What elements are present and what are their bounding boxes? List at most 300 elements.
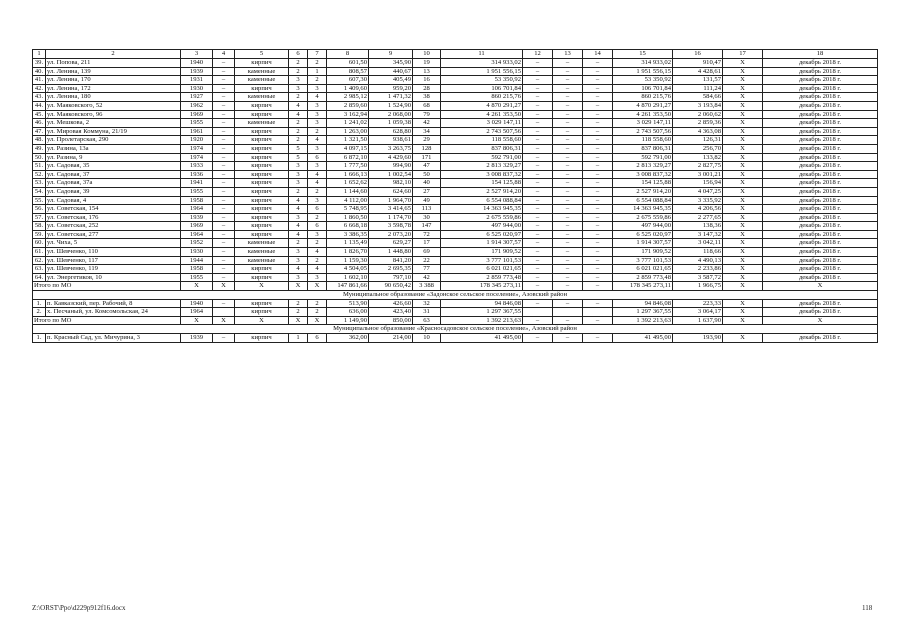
table-cell: 3 029 147,11	[613, 119, 673, 128]
table-cell: п. Красный Сад, ул. Мичурина, 3	[46, 334, 181, 343]
table-cell: 3 386,35	[327, 230, 369, 239]
table-row	[33, 308, 878, 317]
table-cell: 3 777 101,53	[441, 256, 523, 265]
table-cell: 1931	[181, 76, 213, 85]
table-cell: каменные	[235, 67, 289, 76]
table-cell: Х	[723, 222, 763, 231]
table-cell: 2 859,60	[327, 101, 369, 110]
table-cell: –	[523, 76, 553, 85]
table-cell: 1969	[181, 222, 213, 231]
table-cell: декабрь 2018 г.	[763, 144, 878, 153]
table-row	[33, 101, 878, 110]
table-cell: 10	[413, 334, 441, 343]
table-cell: –	[213, 153, 235, 162]
table-cell: Х	[235, 282, 289, 291]
table-cell: 1 602,10	[327, 273, 369, 282]
table-cell: 2	[289, 59, 308, 68]
table-cell: 2 827,75	[673, 162, 723, 171]
table-cell: 636,00	[327, 308, 369, 317]
table-cell: 1939	[181, 334, 213, 343]
table-cell: ул. Шевченко, 119	[46, 265, 181, 274]
table-cell: ул. Садовая, 4	[46, 196, 181, 205]
table-cell: 1 914 307,57	[441, 239, 523, 248]
table-cell: –	[523, 334, 553, 343]
table-cell: 2	[289, 308, 308, 317]
table-cell: 1964	[181, 308, 213, 317]
column-number-cell: 1	[33, 50, 46, 59]
table-cell: 3 008 837,32	[613, 170, 673, 179]
table-cell: 4	[308, 170, 327, 179]
table-cell: –	[523, 127, 553, 136]
total-label: Итого по МО	[33, 316, 181, 325]
table-cell: –	[553, 334, 583, 343]
table-cell: 959,20	[369, 84, 413, 93]
table-cell: 2 743 507,56	[441, 127, 523, 136]
table-cell: 3	[289, 248, 308, 257]
table-cell: ул. Попова, 211	[46, 59, 181, 68]
table-cell: 2 527 914,20	[613, 187, 673, 196]
table-cell: 193,90	[673, 334, 723, 343]
table-cell: 4	[289, 222, 308, 231]
table-cell: 2 985,12	[327, 93, 369, 102]
table-cell: 48.	[33, 136, 46, 145]
table-cell: 4 261 353,50	[441, 110, 523, 119]
table-cell: 72	[413, 230, 441, 239]
table-cell: 1940	[181, 299, 213, 308]
column-number-cell: 17	[723, 50, 763, 59]
table-cell: –	[523, 187, 553, 196]
table-cell	[523, 308, 553, 317]
table-cell: 1 392 213,63	[441, 316, 523, 325]
column-number-cell: 13	[553, 50, 583, 59]
table-cell: ул. Ленина, 172	[46, 84, 181, 93]
table-cell: 126,31	[673, 136, 723, 145]
table-cell: 2	[308, 299, 327, 308]
table-cell: –	[213, 273, 235, 282]
table-cell: ул. Советская, 277	[46, 230, 181, 239]
table-cell: декабрь 2018 г.	[763, 196, 878, 205]
table-cell: –	[583, 93, 613, 102]
table-cell: 1 652,62	[327, 179, 369, 188]
table-cell: кирпич	[235, 101, 289, 110]
table-cell: 4 870 291,27	[441, 101, 523, 110]
table-cell: Х	[723, 101, 763, 110]
table-cell: 1974	[181, 153, 213, 162]
table-cell: Х	[763, 282, 878, 291]
column-number-cell: 15	[613, 50, 673, 59]
section-header-row	[33, 291, 878, 300]
column-number-cell: 8	[327, 50, 369, 59]
table-cell: 1958	[181, 196, 213, 205]
table-cell: кирпич	[235, 179, 289, 188]
table-cell: 1 524,90	[369, 101, 413, 110]
table-cell: 111,24	[673, 84, 723, 93]
table-cell: 90 650,42	[369, 282, 413, 291]
table-cell: 3 777 101,53	[613, 256, 673, 265]
table-cell: 6 872,10	[327, 153, 369, 162]
table-cell: Х	[723, 84, 763, 93]
table-cell: 4	[289, 110, 308, 119]
table-cell: –	[213, 59, 235, 68]
table-cell: ул. Садовая, 39	[46, 187, 181, 196]
table-cell: –	[523, 282, 553, 291]
table-cell: 17	[413, 239, 441, 248]
table-cell: –	[553, 76, 583, 85]
table-cell: 2	[308, 213, 327, 222]
table-cell: 1961	[181, 127, 213, 136]
table-cell: 63	[413, 316, 441, 325]
table-cell: 1 135,49	[327, 239, 369, 248]
table-cell: 440,67	[369, 67, 413, 76]
table-cell: 1 966,75	[673, 282, 723, 291]
table-cell: –	[553, 187, 583, 196]
table-cell: 214,00	[369, 334, 413, 343]
table-cell: 63.	[33, 265, 46, 274]
table-cell: кирпич	[235, 144, 289, 153]
table-row	[33, 205, 878, 214]
table-cell: ул. Ленина, 180	[46, 93, 181, 102]
table-cell: –	[213, 265, 235, 274]
table-cell: 6 554 088,84	[613, 196, 673, 205]
table-cell: 601,50	[327, 59, 369, 68]
table-cell: Х	[308, 316, 327, 325]
table-cell: 79	[413, 110, 441, 119]
table-cell: Х	[723, 179, 763, 188]
table-cell: 850,00	[369, 316, 413, 325]
table-cell: 128	[413, 144, 441, 153]
table-cell: –	[553, 230, 583, 239]
table-cell: ул. Ленина, 170	[46, 76, 181, 85]
table-cell: –	[553, 196, 583, 205]
table-cell: Х	[723, 67, 763, 76]
total-row	[33, 316, 878, 325]
table-cell: кирпич	[235, 230, 289, 239]
table-cell: 2 675 559,86	[441, 213, 523, 222]
table-cell: 1969	[181, 110, 213, 119]
table-cell: 837 806,31	[441, 144, 523, 153]
table-cell: 1 241,02	[327, 119, 369, 128]
table-cell: 4 261 353,50	[613, 110, 673, 119]
table-cell: Х	[723, 316, 763, 325]
table-cell: декабрь 2018 г.	[763, 179, 878, 188]
table-cell: 6 525 020,97	[441, 230, 523, 239]
table-cell: Х	[723, 239, 763, 248]
table-cell: 2	[289, 119, 308, 128]
column-number-cell: 10	[413, 50, 441, 59]
table-cell: 1955	[181, 119, 213, 128]
table-cell: –	[553, 222, 583, 231]
table-cell: 3 263,75	[369, 144, 413, 153]
section-title: Муниципальное образование «Задонское сельское поселение», Азовский район	[33, 291, 878, 300]
table-cell: –	[583, 239, 613, 248]
table-cell: 4	[308, 93, 327, 102]
table-cell: ул. Мешкова, 2	[46, 119, 181, 128]
table-cell: 497 944,00	[613, 222, 673, 231]
table-cell: –	[213, 144, 235, 153]
table-cell: –	[583, 127, 613, 136]
table-cell: 154 125,88	[441, 179, 523, 188]
table-cell: ул. Ленина, 139	[46, 67, 181, 76]
table-cell: каменные	[235, 76, 289, 85]
table-cell: 1952	[181, 239, 213, 248]
table-cell: кирпич	[235, 205, 289, 214]
table-cell: –	[583, 213, 613, 222]
table-cell: ул. Советская, 252	[46, 222, 181, 231]
table-cell: 1940	[181, 59, 213, 68]
table-cell: 171	[413, 153, 441, 162]
table-cell: декабрь 2018 г.	[763, 230, 878, 239]
table-cell: –	[523, 67, 553, 76]
table-cell: 2 060,62	[673, 110, 723, 119]
table-cell: 1 159,30	[327, 256, 369, 265]
column-number-cell: 6	[289, 50, 308, 59]
table-cell: 497 944,00	[441, 222, 523, 231]
table-cell: –	[553, 256, 583, 265]
table-cell: 3	[289, 273, 308, 282]
table-cell: 3 335,92	[673, 196, 723, 205]
table-cell: –	[583, 110, 613, 119]
table-cell: 28	[413, 84, 441, 93]
table-cell: 982,10	[369, 179, 413, 188]
table-cell: –	[583, 265, 613, 274]
table-row	[33, 153, 878, 162]
table-cell: 797,10	[369, 273, 413, 282]
table-cell: 1 951 556,15	[441, 67, 523, 76]
table-cell: 2 068,00	[369, 110, 413, 119]
table-cell: 14 363 945,35	[441, 205, 523, 214]
table-cell: ул. Садовая, 37	[46, 170, 181, 179]
table-cell: 994,90	[369, 162, 413, 171]
table-cell: 13	[413, 67, 441, 76]
table-cell: 49	[413, 196, 441, 205]
table-cell: –	[553, 170, 583, 179]
table-cell: –	[583, 153, 613, 162]
table-cell: 47	[413, 162, 441, 171]
table-cell: ул. Садовая, 35	[46, 162, 181, 171]
table-cell: каменные	[235, 119, 289, 128]
table-cell: –	[213, 76, 235, 85]
table-cell: 1962	[181, 101, 213, 110]
table-cell: 55.	[33, 196, 46, 205]
table-cell: –	[583, 282, 613, 291]
table-cell: –	[583, 222, 613, 231]
table-row	[33, 213, 878, 222]
table-cell: 31	[413, 308, 441, 317]
table-cell: 426,60	[369, 299, 413, 308]
table-cell: каменные	[235, 256, 289, 265]
table-cell: –	[523, 170, 553, 179]
table-cell: –	[213, 205, 235, 214]
table-cell: –	[553, 299, 583, 308]
table-row	[33, 119, 878, 128]
table-cell: –	[583, 101, 613, 110]
table-cell: Х	[213, 282, 235, 291]
table-cell: 52.	[33, 170, 46, 179]
table-cell: –	[523, 93, 553, 102]
table-cell: 1930	[181, 248, 213, 257]
table-cell: 513,90	[327, 299, 369, 308]
table-cell: 2	[289, 239, 308, 248]
table-cell: 77	[413, 265, 441, 274]
table-cell: Х	[289, 282, 308, 291]
table-cell: Х	[289, 316, 308, 325]
table-cell: 1	[289, 334, 308, 343]
table-cell: ул. Чиха, 5	[46, 239, 181, 248]
table-cell: 4	[289, 205, 308, 214]
table-cell: 178 345 273,11	[613, 282, 673, 291]
table-cell: 61.	[33, 248, 46, 257]
table-cell: 837 806,31	[613, 144, 673, 153]
table-cell: 40	[413, 179, 441, 188]
table-cell: –	[553, 265, 583, 274]
table-cell: 3	[289, 213, 308, 222]
table-cell	[553, 308, 583, 317]
table-cell: 131,57	[673, 76, 723, 85]
table-cell: 2 859 773,48	[441, 273, 523, 282]
table-row	[33, 187, 878, 196]
table-cell: ул. Энергетиков, 10	[46, 273, 181, 282]
table-cell: 62.	[33, 256, 46, 265]
table-cell: ул. Маяковского, 52	[46, 101, 181, 110]
table-cell: декабрь 2018 г.	[763, 136, 878, 145]
table-cell: 42	[413, 119, 441, 128]
table-cell: 1.	[33, 299, 46, 308]
table-cell: 4 429,60	[369, 153, 413, 162]
table-cell: кирпич	[235, 136, 289, 145]
table-cell: 256,70	[673, 144, 723, 153]
column-number-cell: 12	[523, 50, 553, 59]
table-cell: Х	[723, 273, 763, 282]
table-cell: 171 909,52	[613, 248, 673, 257]
table-cell: Х	[723, 153, 763, 162]
column-number-cell: 5	[235, 50, 289, 59]
table-cell: 3 029 147,11	[441, 119, 523, 128]
table-cell: декабрь 2018 г.	[763, 248, 878, 257]
table-cell: 59.	[33, 230, 46, 239]
table-cell: 6	[308, 153, 327, 162]
table-row	[33, 162, 878, 171]
table-cell: –	[553, 162, 583, 171]
table-cell: 1	[308, 67, 327, 76]
table-cell: 1 321,50	[327, 136, 369, 145]
table-cell: декабрь 2018 г.	[763, 273, 878, 282]
table-cell: –	[553, 67, 583, 76]
table-cell: 60.	[33, 239, 46, 248]
table-cell: –	[583, 205, 613, 214]
table-cell: 4	[289, 101, 308, 110]
table-cell: кирпич	[235, 265, 289, 274]
table-cell: 314 933,02	[441, 59, 523, 68]
table-cell: –	[213, 239, 235, 248]
table-cell: ул. Советская, 176	[46, 213, 181, 222]
table-cell: 2 527 914,20	[441, 187, 523, 196]
table-cell: 51.	[33, 162, 46, 171]
table-cell: –	[523, 153, 553, 162]
table-cell: 2 233,86	[673, 265, 723, 274]
table-cell: 50	[413, 170, 441, 179]
table-cell: –	[553, 93, 583, 102]
table-cell: Х	[723, 93, 763, 102]
table-cell: 841,20	[369, 256, 413, 265]
table-cell: 1955	[181, 187, 213, 196]
table-cell: –	[523, 316, 553, 325]
table-cell: 362,00	[327, 334, 369, 343]
table-cell: 45.	[33, 110, 46, 119]
table-cell: декабрь 2018 г.	[763, 187, 878, 196]
table-cell: 19	[413, 59, 441, 68]
column-number-cell: 16	[673, 50, 723, 59]
table-cell: –	[553, 273, 583, 282]
table-cell: 2	[289, 127, 308, 136]
table-cell: 5 748,95	[327, 205, 369, 214]
table-cell: Х	[723, 136, 763, 145]
table-cell: 2 675 559,86	[613, 213, 673, 222]
table-cell: 2	[308, 187, 327, 196]
table-cell: 118 558,60	[613, 136, 673, 145]
table-cell	[213, 308, 235, 317]
table-cell: 1 860,50	[327, 213, 369, 222]
table-cell: 53 350,92	[441, 76, 523, 85]
table-cell: декабрь 2018 г.	[763, 59, 878, 68]
table-cell: –	[583, 248, 613, 257]
table-cell: –	[583, 59, 613, 68]
column-number-cell: 2	[46, 50, 181, 59]
table-cell: 1 471,32	[369, 93, 413, 102]
table-cell: 4 206,56	[673, 205, 723, 214]
table-cell: 2	[308, 127, 327, 136]
table-cell: –	[583, 230, 613, 239]
table-cell: –	[213, 110, 235, 119]
table-cell: –	[583, 144, 613, 153]
table-cell: Х	[723, 248, 763, 257]
table-cell: 2	[308, 76, 327, 85]
table-cell: 68	[413, 101, 441, 110]
table-cell: 4 097,15	[327, 144, 369, 153]
table-cell: 1964	[181, 230, 213, 239]
table-cell: –	[553, 110, 583, 119]
table-cell: 2	[308, 239, 327, 248]
table-cell: –	[553, 179, 583, 188]
table-cell: 1 002,54	[369, 170, 413, 179]
table-cell: х. Песчаный, ул. Комсомольская, 24	[46, 308, 181, 317]
footer-file-path: Z:\ORST\Ppo\d229p912f16.docx	[32, 604, 126, 612]
table-cell: –	[553, 84, 583, 93]
table-cell: –	[523, 230, 553, 239]
table-cell: 106 701,84	[613, 84, 673, 93]
table-cell: 4 112,00	[327, 196, 369, 205]
table-cell: 2 813 329,27	[441, 162, 523, 171]
table-cell: 4 870 291,27	[613, 101, 673, 110]
table-cell: 3	[308, 144, 327, 153]
table-cell: 2 073,20	[369, 230, 413, 239]
section-title: Муниципальное образование «Красносадовское сельское поселение», Азовский район	[33, 325, 878, 334]
column-number-cell: 7	[308, 50, 327, 59]
table-cell: кирпич	[235, 299, 289, 308]
table-row	[33, 256, 878, 265]
table-cell: 5	[289, 153, 308, 162]
table-cell: 3	[308, 110, 327, 119]
table-cell: 30	[413, 213, 441, 222]
table-cell: 607,30	[327, 76, 369, 85]
table-cell: 6	[308, 205, 327, 214]
table-cell: 1.	[33, 334, 46, 343]
table-cell: 3 162,94	[327, 110, 369, 119]
table-cell: кирпич	[235, 59, 289, 68]
table-cell: Х	[213, 316, 235, 325]
table-cell: –	[583, 136, 613, 145]
table-cell: 3	[289, 76, 308, 85]
table-cell: 624,60	[369, 187, 413, 196]
